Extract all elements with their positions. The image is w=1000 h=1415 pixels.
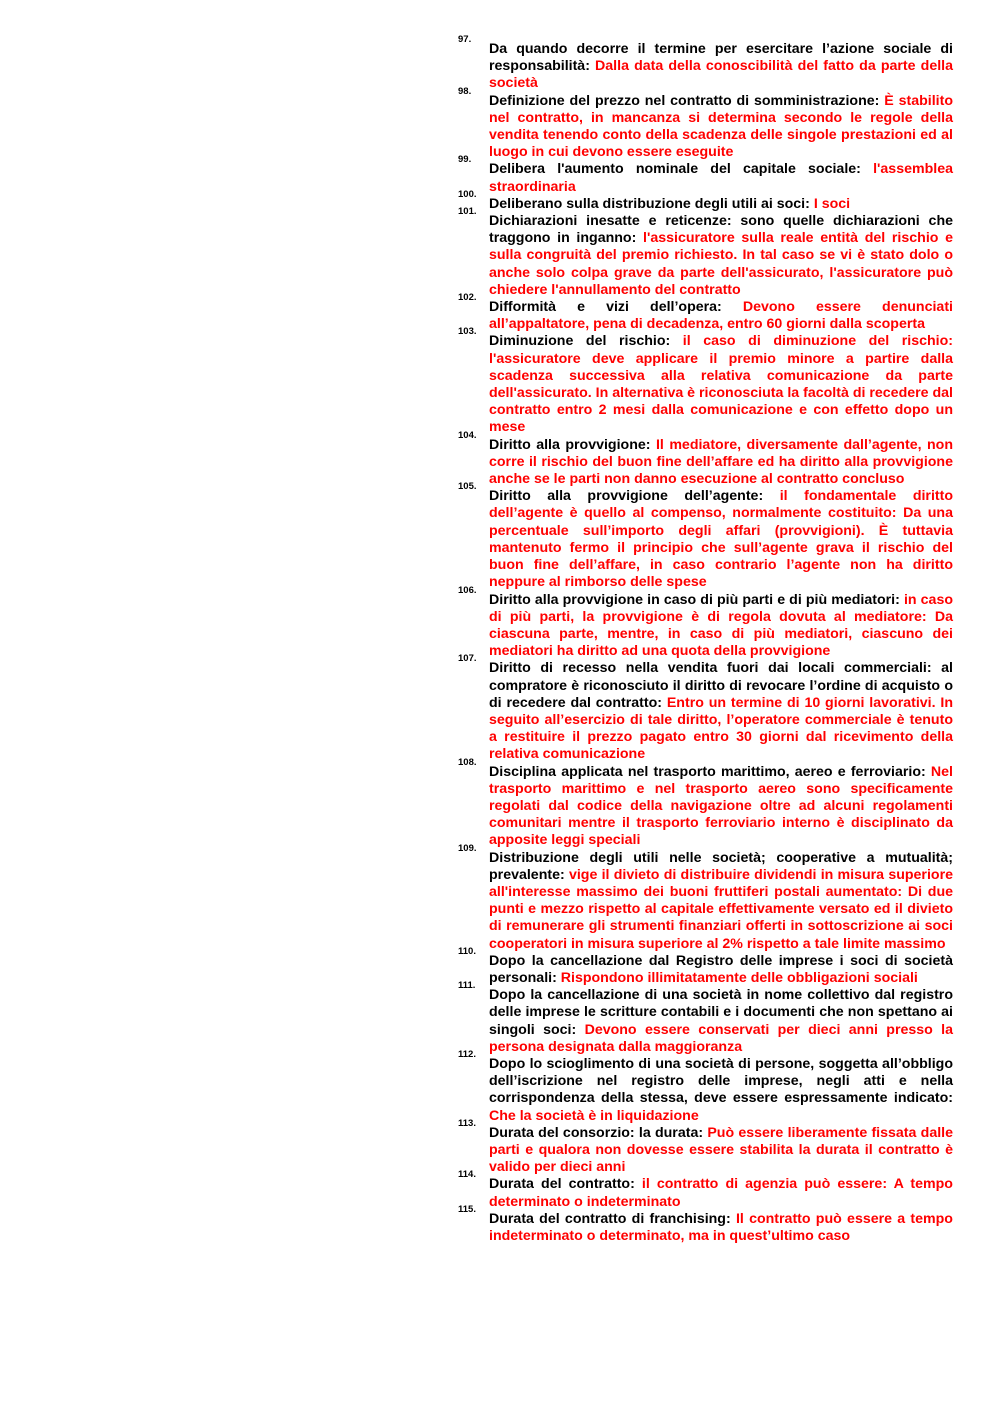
- document-column: [458, 34, 954, 1245]
- question-text: Definizione del prezzo nel contratto di somministrazione:: [489, 92, 880, 109]
- question-text: Durata del contratto di franchising:: [489, 1210, 731, 1227]
- question-text: Da quando decorre il termine per esercitare l’azione sociale di responsabilità:: [489, 41, 953, 75]
- question-text: Durata del consorzio: la durata:: [489, 1124, 704, 1141]
- question-text: Dopo la cancellazione dal Registro delle imprese i soci di società personali:: [489, 952, 953, 986]
- question-text: Dichiarazioni inesatte e reticenze: sono quelle dichiarazioni che traggono in inganno:: [489, 213, 953, 247]
- answer-text: Devono essere denunciati all’appaltatore, pena di decadenza, entro 60 giorni dalla scoperta: [489, 299, 953, 333]
- question-text: Diritto alla provvigione:: [489, 436, 651, 453]
- answer-text: Il mediatore, diversamente dall’agente, non corre il rischio del buon fine dell’affare ed ha diritto alla provvigione anche se le parti non danno esecuzione al contratto concluso: [489, 436, 953, 488]
- question-text: Dopo lo scioglimento di una società di persone, soggetta all’obbligo dell’iscrizione nel registro delle imprese, negli atti e nella corrispondenza della stessa, deve essere espressamente indicato:: [489, 1055, 953, 1107]
- entry-number: 106.: [458, 584, 477, 596]
- entry-number: 112.: [458, 1048, 476, 1060]
- entry-number: 103.: [458, 326, 477, 338]
- answer-text: Nel trasporto marittimo e nel trasporto aereo sono specificamente regolati dal codice della navigazione oltre ad alcuni regolamenti comunitari mentre il trasporto ferroviario interno è disciplinato da apposite leggi speciali: [489, 763, 953, 849]
- entry-number: 107.: [458, 653, 477, 665]
- answer-text: I soci: [813, 195, 851, 212]
- question-text: Diminuzione del rischio:: [489, 333, 671, 350]
- entry-number: 113.: [458, 1117, 476, 1129]
- entry-number: 114.: [458, 1169, 476, 1181]
- entry-number: 104.: [458, 429, 477, 441]
- entry-number: 109.: [458, 842, 477, 854]
- answer-text: l'assicuratore sulla reale entità del rischio e sulla congruità del premio richiesto. In tal caso se vi è stato dolo o anche solo colpa grave da parte dell'assicurato, l'assicuratore può chiedere l'annullamento del contratto: [489, 230, 953, 298]
- answer-text: l'assemblea straordinaria: [489, 161, 953, 195]
- answer-text: Devono essere conservati per dieci anni presso la persona designata dalla maggioranza: [489, 1021, 954, 1055]
- question-text: Diritto alla provvigione dell’agente:: [489, 488, 764, 505]
- answer-text: il contratto di agenzia può essere: A tempo determinato o indeterminato: [489, 1176, 953, 1210]
- question-text: Durata del contratto:: [489, 1176, 635, 1193]
- answer-text: il fondamentale diritto dell’agente è quello al compenso, normalmente costituito: Da una percentuale sull’importo degli affari (provvigioni). È tuttavia mantenuto fermo il principio che sull’agente grava il rischio del buon fine dell’affare, in caso contrario l’agente non ha diritto neppure al rimborso delle spese: [489, 488, 954, 591]
- question-text: Dopo la cancellazione di una società in nome collettivo dal registro delle imprese le scritture contabili e i documenti che non spettano ai singoli soci:: [489, 987, 953, 1038]
- question-text: Disciplina applicata nel trasporto marittimo, aereo e ferroviario:: [489, 763, 926, 780]
- answer-text: vige il divieto di distribuire dividendi in misura superiore all'interesse massimo dei buoni fruttiferi postali aumentato: Di due punti e mezzo rispetto al capitale effettivamente versato ed il divieto di remunerare gli strumenti finanziari offerti in sottoscrizione ai soci cooperatori in misura superiore al 2% rispetto a tale limite massimo: [489, 866, 953, 952]
- question-text: Diritto di recesso nella vendita fuori dai locali commerciali: al compratore è riconosciuto il diritto di revocare l’ordine di acquisto o di recedere dal contratto:: [489, 660, 953, 711]
- question-text: Deliberano sulla distribuzione degli utili ai soci:: [489, 195, 810, 212]
- entry-number: 99.: [458, 154, 472, 166]
- answer-text: Rispondono illimitatamente delle obbligazioni sociali: [560, 969, 918, 986]
- entry-number: 111.: [458, 980, 476, 992]
- answer-text: Il contratto può essere a tempo indeterminato o determinato, ma in quest’ultimo caso: [489, 1210, 953, 1245]
- question-text: Delibera l'aumento nominale del capitale sociale:: [489, 161, 861, 178]
- entry-number: 110.: [458, 945, 476, 957]
- entry-number: 105.: [458, 481, 477, 493]
- question-text: Distribuzione degli utili nelle società; cooperative a mutualità; prevalente:: [489, 849, 953, 883]
- answer-text: Dalla data della conoscibilità del fatto da parte della società: [489, 58, 953, 92]
- answer-text: in caso di più parti, la provvigione è di regola dovuta al mediatore: Da ciascuna parte, mentre, in caso di più mediatori, ciascuno dei mediatori ha diritto ad una quota della provvigione: [489, 591, 953, 660]
- question-text: Difformità e vizi dell’opera:: [489, 299, 722, 316]
- answer-text: Che la società è in liquidazione: [489, 1107, 699, 1124]
- answer-text: Entro un termine di 10 giorni lavorativi. In seguito all’esercizio di tale diritto, l’operatore commerciale è tenuto a restituire il prezzo pagato entro 30 giorni dal ricevimento della relativa comunicazione: [489, 694, 953, 763]
- question-text: Diritto alla provvigione in caso di più parti e di più mediatori:: [489, 591, 900, 608]
- entry-number: 101.: [458, 206, 477, 218]
- entry-number: 98.: [458, 85, 472, 97]
- answer-text: Può essere liberamente fissata dalle parti e qualora non dovesse essere stabilita la durata il contratto è valido per dieci anni: [489, 1124, 953, 1176]
- entry-number: 108.: [458, 756, 477, 768]
- answer-text: il caso di diminuzione del rischio: l'assicuratore deve applicare il premio minore a partire dalla scadenza successiva alla relativa comunicazione da parte dell'assicurato. In alternativa è riconosciuta la facoltà di recedere dal contratto entro 2 mesi dalla comunicazione e con effetto dopo un mese: [489, 333, 953, 436]
- answer-text: È stabilito nel contratto, in mancanza si determina secondo le regole della vendita tenendo conto della scadenza delle singole prestazioni ed al luogo in cui devono essere eseguite: [489, 92, 953, 161]
- entry-number: 97.: [458, 34, 472, 45]
- entry-number: 102.: [458, 292, 477, 304]
- entry-number: 100.: [458, 188, 477, 200]
- entry-115: [458, 1203, 953, 1245]
- entry-number: 115.: [458, 1203, 476, 1215]
